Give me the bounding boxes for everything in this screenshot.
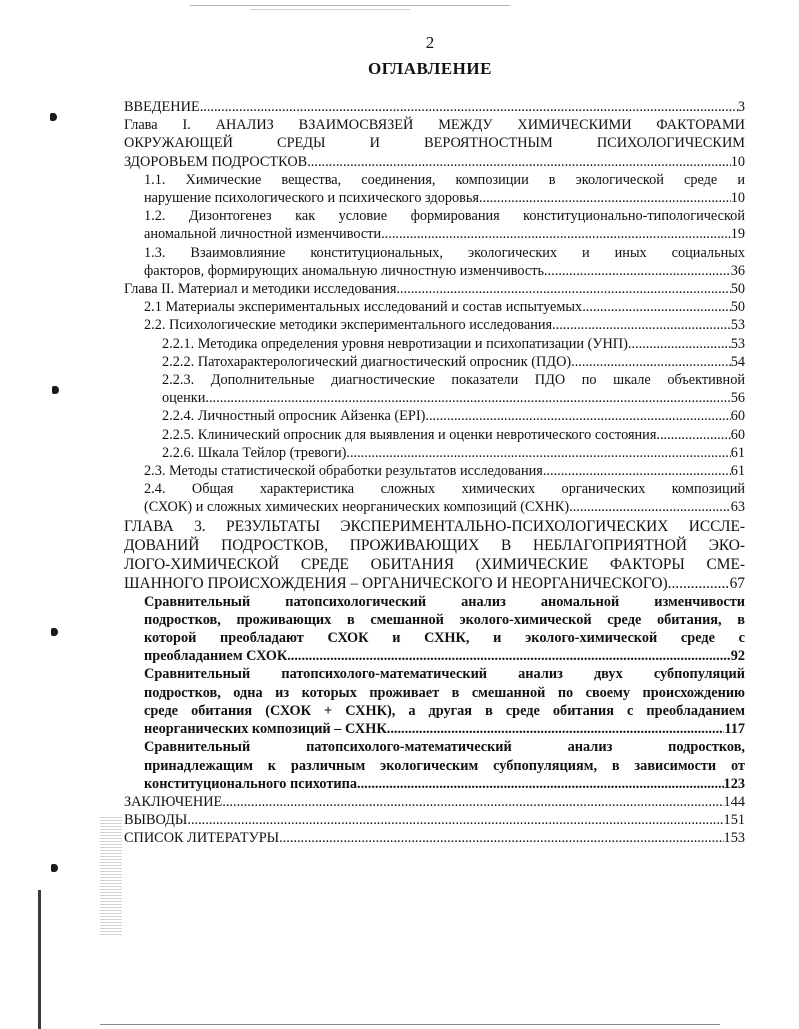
toc-entry bbox=[144, 171, 745, 207]
toc-entry-text: неорганических композиций – СХНК. bbox=[144, 721, 391, 738]
toc-entry-line: 2.4. Общая характеристика сложных химических органических композиций bbox=[144, 481, 745, 498]
toc-entry-final-line bbox=[144, 225, 745, 243]
toc-dot-leader bbox=[209, 389, 731, 407]
toc-page-number: 63 bbox=[730, 499, 745, 516]
toc-page-number: 151 bbox=[723, 812, 745, 829]
toc-entry-final-line bbox=[162, 444, 745, 462]
toc-entry bbox=[162, 426, 745, 444]
toc-entry-final-line bbox=[144, 316, 745, 334]
table-of-contents bbox=[124, 98, 745, 848]
toc-page-number: 3 bbox=[737, 99, 745, 115]
toc-entry bbox=[162, 353, 745, 371]
toc-dot-leader bbox=[390, 720, 724, 738]
toc-page-number: 61 bbox=[730, 463, 745, 480]
toc-dot-leader bbox=[656, 426, 730, 444]
toc-dot-leader bbox=[569, 498, 731, 516]
toc-entry bbox=[144, 298, 745, 316]
toc-dot-leader bbox=[425, 407, 730, 425]
toc-dot-leader bbox=[222, 793, 723, 811]
toc-entry bbox=[144, 207, 745, 243]
toc-entry-line: 2.2.3. Дополнительные диагностические показатели ПДО по шкале объективной bbox=[162, 372, 745, 389]
toc-entry-text: ВВЕДЕНИЕ bbox=[124, 99, 200, 115]
toc-entry bbox=[124, 811, 745, 829]
toc-entry-final-line bbox=[162, 407, 745, 425]
toc-dot-leader bbox=[187, 811, 723, 829]
toc-entry-line: Сравнительный патопсихолого-математический анализ подростков, bbox=[144, 739, 745, 756]
toc-entry-line: 1.3. Взаимовлияние конституциональных, экологических и иных социальных bbox=[144, 244, 745, 261]
bottom-scan-rule bbox=[100, 1024, 720, 1025]
binding-shadow-strip bbox=[100, 815, 122, 935]
toc-page-number: 50 bbox=[730, 299, 745, 316]
toc-entry-text: 2.3. Методы статистической обработки результатов исследования bbox=[144, 463, 543, 480]
toc-dot-leader bbox=[307, 153, 730, 171]
punch-hole-mark bbox=[52, 386, 59, 394]
toc-entry-text: (СХОК) и сложных химических неорганических композиций (СХНК) bbox=[144, 499, 570, 516]
left-binding-edge bbox=[38, 890, 41, 1029]
toc-entry bbox=[124, 829, 745, 847]
toc-entry-final-line bbox=[124, 574, 745, 593]
toc-page-number: 36 bbox=[730, 262, 745, 279]
toc-dot-leader bbox=[291, 647, 731, 665]
toc-entry bbox=[162, 335, 745, 353]
toc-entry-line: Сравнительный патопсихологический анализ аномальной изменчивости bbox=[144, 593, 745, 610]
toc-entry-final-line bbox=[144, 498, 745, 516]
toc-entry-line: подростков, одна из которых проживает в смешанной по своему происхождению bbox=[144, 684, 745, 701]
toc-entry bbox=[144, 480, 745, 516]
toc-entry bbox=[144, 316, 745, 334]
toc-entry-final-line bbox=[124, 98, 745, 116]
top-scan-rule-secondary bbox=[250, 9, 410, 10]
toc-entry-text: Глава II. Материал и методики исследования bbox=[124, 281, 397, 298]
toc-dot-leader bbox=[200, 98, 738, 116]
toc-entry-text: 2.2. Психологические методики экспериментального исследования. bbox=[144, 317, 556, 334]
toc-entry bbox=[124, 517, 745, 593]
toc-entry bbox=[144, 462, 745, 480]
toc-entry-line: подростков, проживающих в смешанной эколого-химической среде обитания, в bbox=[144, 611, 745, 628]
toc-entry-text: ЗАКЛЮЧЕНИЕ bbox=[124, 793, 223, 810]
toc-dot-leader bbox=[571, 353, 731, 371]
toc-page-number: 60 bbox=[730, 426, 745, 443]
toc-entry-text: ЗДОРОВЬЕМ ПОДРОСТКОВ bbox=[124, 153, 308, 170]
toc-entry bbox=[124, 280, 745, 298]
toc-title: ОГЛАВЛЕНИЕ bbox=[368, 59, 492, 78]
toc-entry-final-line bbox=[124, 280, 745, 298]
toc-page-number: 92 bbox=[730, 648, 745, 665]
toc-page-number: 10 bbox=[730, 190, 745, 207]
toc-page-number: 60 bbox=[730, 408, 745, 425]
top-scan-rule bbox=[190, 5, 510, 6]
toc-dot-leader bbox=[582, 298, 731, 316]
toc-entry-final-line bbox=[162, 426, 745, 444]
toc-dot-leader bbox=[544, 262, 731, 280]
toc-entry-final-line bbox=[124, 811, 745, 829]
toc-page-number: 123 bbox=[723, 775, 745, 792]
toc-entry-final-line bbox=[124, 829, 745, 847]
toc-entry bbox=[144, 593, 745, 666]
toc-entry bbox=[124, 98, 745, 116]
toc-entry-text: факторов, формирующих аномальную личностную изменчивость bbox=[144, 262, 545, 279]
toc-entry-text: аномальной личностной изменчивости bbox=[144, 226, 382, 243]
toc-entry bbox=[124, 793, 745, 811]
toc-entry bbox=[124, 116, 745, 171]
toc-dot-leader bbox=[396, 280, 730, 298]
toc-entry bbox=[144, 738, 745, 793]
toc-entry bbox=[162, 444, 745, 462]
toc-entry-text: СПИСОК ЛИТЕРАТУРЫ bbox=[124, 830, 280, 847]
toc-dot-leader bbox=[628, 335, 731, 353]
toc-entry-text: 2.2.4. Личностный опросник Айзенка (EPI) bbox=[162, 408, 426, 425]
toc-entry-text: ВЫВОДЫ bbox=[124, 812, 188, 829]
toc-entry bbox=[144, 665, 745, 738]
toc-dot-leader bbox=[556, 316, 731, 334]
punch-hole-mark bbox=[50, 113, 57, 121]
toc-entry-final-line bbox=[124, 153, 745, 171]
toc-page-number: 10 bbox=[730, 153, 745, 170]
toc-entry-text: 2.2.2. Патохарактерологический диагностический опросник (ПДО) bbox=[162, 353, 572, 370]
toc-dot-leader bbox=[543, 462, 731, 480]
toc-entry-line: ОКРУЖАЮЩЕЙ СРЕДЫ И ВЕРОЯТНОСТНЫМ ПСИХОЛОГИЧЕСКИМ bbox=[124, 135, 745, 152]
toc-entry bbox=[162, 371, 745, 407]
toc-dot-leader bbox=[483, 189, 731, 207]
toc-page-number: 153 bbox=[723, 830, 745, 847]
toc-entry-line: Сравнительный патопсихолого-математический анализ двух субпопуляций bbox=[144, 666, 745, 683]
toc-page-number: 67 bbox=[729, 574, 745, 592]
toc-entry-line: ГЛАВА 3. РЕЗУЛЬТАТЫ ЭКСПЕРИМЕНТАЛЬНО-ПСИХОЛОГИЧЕСКИХ ИССЛЕ- bbox=[124, 517, 745, 535]
punch-hole-mark bbox=[51, 628, 58, 636]
toc-page-number: 54 bbox=[730, 353, 745, 370]
toc-entry-text: ШАННОГО ПРОИСХОЖДЕНИЯ – ОРГАНИЧЕСКОГО И НЕОРГАНИЧЕСКОГО). bbox=[124, 574, 672, 592]
toc-page-number: 50 bbox=[730, 281, 745, 298]
toc-page-number: 117 bbox=[724, 721, 745, 738]
toc-entry-line: ЛОГО-ХИМИЧЕСКОЙ СРЕДЕ ОБИТАНИЯ (ХИМИЧЕСКИЕ ФАКТОРЫ СМЕ- bbox=[124, 555, 745, 573]
toc-entry-final-line bbox=[162, 389, 745, 407]
toc-entry-final-line bbox=[162, 335, 745, 353]
toc-entry-final-line bbox=[144, 298, 745, 316]
toc-entry-final-line bbox=[144, 262, 745, 280]
toc-entry-text: 2.1 Материалы экспериментальных исследований и состав испытуемых bbox=[144, 299, 583, 316]
toc-entry-final-line bbox=[144, 647, 745, 665]
toc-page-number: 56 bbox=[730, 390, 745, 407]
page-number: 2 bbox=[425, 33, 435, 52]
punch-hole-mark bbox=[51, 864, 58, 872]
toc-entry-line: 1.1. Химические вещества, соединения, композиции в экологической среде и bbox=[144, 171, 745, 188]
toc-dot-leader bbox=[346, 444, 730, 462]
toc-page-number: 53 bbox=[730, 317, 745, 334]
toc-entry-final-line bbox=[144, 189, 745, 207]
toc-entry bbox=[162, 407, 745, 425]
toc-entry-final-line bbox=[144, 775, 745, 793]
toc-entry-text: нарушение психологического и психического здоровья. bbox=[144, 190, 483, 207]
toc-entry-final-line bbox=[144, 462, 745, 480]
toc-entry-text: преобладанием СХОК. bbox=[144, 648, 291, 665]
toc-page-number: 19 bbox=[730, 226, 745, 243]
toc-entry-text: 2.2.1. Методика определения уровня невротизации и психопатизации (УНП) bbox=[162, 335, 628, 352]
toc-page-number: 61 bbox=[730, 444, 745, 461]
toc-entry-line: принадлежащим к различным экологическим субпопуляциям, в зависимости от bbox=[144, 757, 745, 774]
toc-page-number: 144 bbox=[723, 793, 745, 810]
toc-entry-line: Глава I. АНАЛИЗ ВЗАИМОСВЯЗЕЙ МЕЖДУ ХИМИЧЕСКИМИ ФАКТОРАМИ bbox=[124, 117, 745, 134]
toc-entry-final-line bbox=[162, 353, 745, 371]
toc-entry-final-line bbox=[124, 793, 745, 811]
toc-dot-leader bbox=[361, 775, 724, 793]
toc-entry-line: среде обитания (СХОК + СХНК), а другая в среде обитания с преобладанием bbox=[144, 702, 745, 719]
toc-entry bbox=[144, 244, 745, 280]
toc-entry-line: которой преобладают СХОК и СХНК, и эколого-химической среде с bbox=[144, 630, 745, 647]
toc-entry-final-line bbox=[144, 720, 745, 738]
toc-entry-line: ДОВАНИЙ ПОДРОСТКОВ, ПРОЖИВАЮЩИХ В НЕБЛАГОПРИЯТНОЙ ЭКО- bbox=[124, 536, 745, 554]
toc-entry-line: 1.2. Дизонтогенез как условие формирования конституционально-типологической bbox=[144, 208, 745, 225]
toc-entry-text: 2.2.5. Клинический опросник для выявления и оценки невротического состояния bbox=[162, 426, 657, 443]
toc-dot-leader bbox=[279, 829, 723, 847]
toc-entry-text: оценки. bbox=[162, 390, 209, 407]
toc-dot-leader bbox=[671, 574, 729, 593]
toc-page-number: 53 bbox=[730, 335, 745, 352]
toc-dot-leader bbox=[381, 225, 731, 243]
toc-entry-text: 2.2.6. Шкала Тейлор (тревоги) bbox=[162, 444, 347, 461]
toc-entry-text: конституционального психотипа. bbox=[144, 775, 361, 792]
